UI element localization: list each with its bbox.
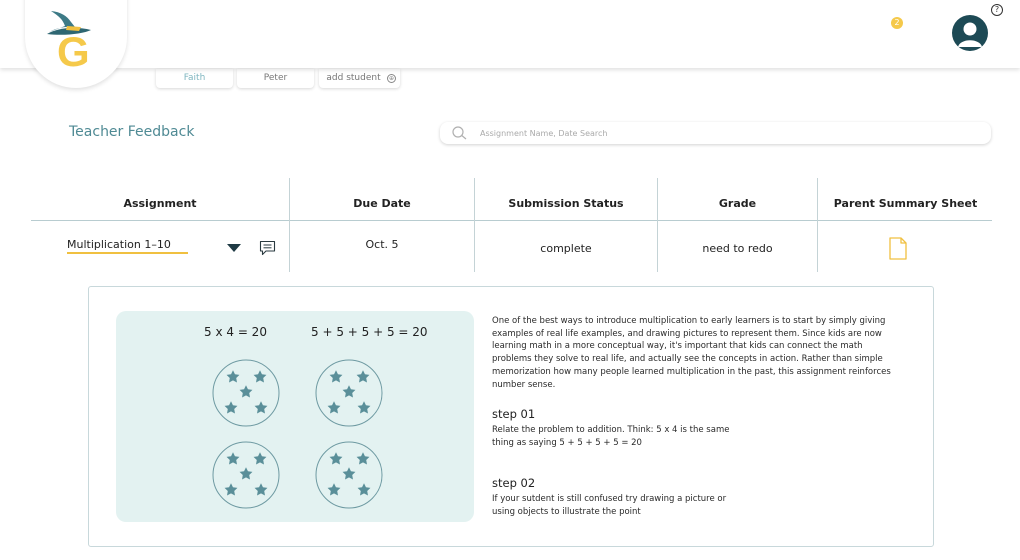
column-header-grade: Grade bbox=[718, 197, 757, 210]
assignment-underline bbox=[67, 252, 188, 254]
assignment-link[interactable]: Multiplication 1–10 bbox=[67, 238, 171, 251]
student-tab-faith[interactable]: Faith bbox=[156, 69, 233, 88]
star-group-circle bbox=[314, 440, 384, 510]
user-icon bbox=[952, 15, 988, 51]
chevron-down-icon[interactable] bbox=[227, 244, 241, 253]
wizard-hat-logo-icon bbox=[43, 6, 107, 68]
message-count-badge: 2 bbox=[891, 17, 903, 29]
column-header-parent-summary: Parent Summary Sheet bbox=[833, 197, 978, 210]
assignment-description: One of the best ways to introduce multiplication to early learners is to start by simply giving examples of real life examples, and drawing pictures to represent them. Since kids are now learning math in a more conceptual way, it's important that kids can connect the math problems they solve to real life, and actually see the concepts in action. Rather than simple memorization how many people learned multiplication in the past, this assignment reinforces number sense. bbox=[492, 316, 891, 390]
due-date-cell: Oct. 5 bbox=[365, 238, 399, 251]
column-header-submission-status: Submission Status bbox=[508, 197, 624, 210]
search-icon bbox=[451, 125, 469, 141]
logo-letter: G bbox=[57, 28, 90, 68]
step-2-text: If your sutdent is still confused try drawing a picture or using objects to illustrate the point bbox=[492, 494, 727, 517]
student-tab-peter[interactable]: Peter bbox=[237, 69, 314, 88]
equation-addition: 5 + 5 + 5 + 5 = 20 bbox=[311, 325, 428, 339]
column-divider bbox=[474, 178, 475, 272]
step-1-text: Relate the problem to addition. Think: 5 x 4 is the same thing as saying 5 + 5 + 5 + 5 = 20 bbox=[492, 425, 730, 448]
top-nav-bar bbox=[0, 0, 1020, 68]
illustration-area bbox=[116, 311, 474, 522]
search-box[interactable] bbox=[440, 122, 991, 144]
comment-icon[interactable] bbox=[259, 240, 276, 256]
logo[interactable] bbox=[25, 0, 127, 88]
grade-cell: need to redo bbox=[702, 242, 773, 255]
add-student-label: add student bbox=[326, 73, 381, 83]
star-group-circle bbox=[314, 358, 384, 428]
column-header-due-date: Due Date bbox=[353, 197, 411, 210]
equation-multiplication: 5 x 4 = 20 bbox=[204, 325, 267, 339]
star-group-circle bbox=[211, 358, 281, 428]
star-group-circle bbox=[211, 440, 281, 510]
avatar[interactable] bbox=[952, 15, 988, 51]
help-icon[interactable]: ? bbox=[991, 4, 1003, 16]
step-1-title: step 01 bbox=[492, 407, 536, 421]
column-divider bbox=[657, 178, 658, 272]
column-divider bbox=[289, 178, 290, 272]
search-input[interactable] bbox=[480, 125, 980, 141]
status-cell: complete bbox=[540, 242, 592, 255]
column-header-assignment: Assignment bbox=[123, 197, 197, 210]
document-icon[interactable] bbox=[889, 237, 907, 260]
add-icon: ⊕ bbox=[388, 75, 395, 82]
table-header-divider bbox=[31, 220, 992, 221]
add-student-button[interactable] bbox=[319, 69, 400, 88]
column-divider bbox=[817, 178, 818, 272]
section-title: Teacher Feedback bbox=[69, 124, 195, 140]
step-2-title: step 02 bbox=[492, 476, 536, 490]
